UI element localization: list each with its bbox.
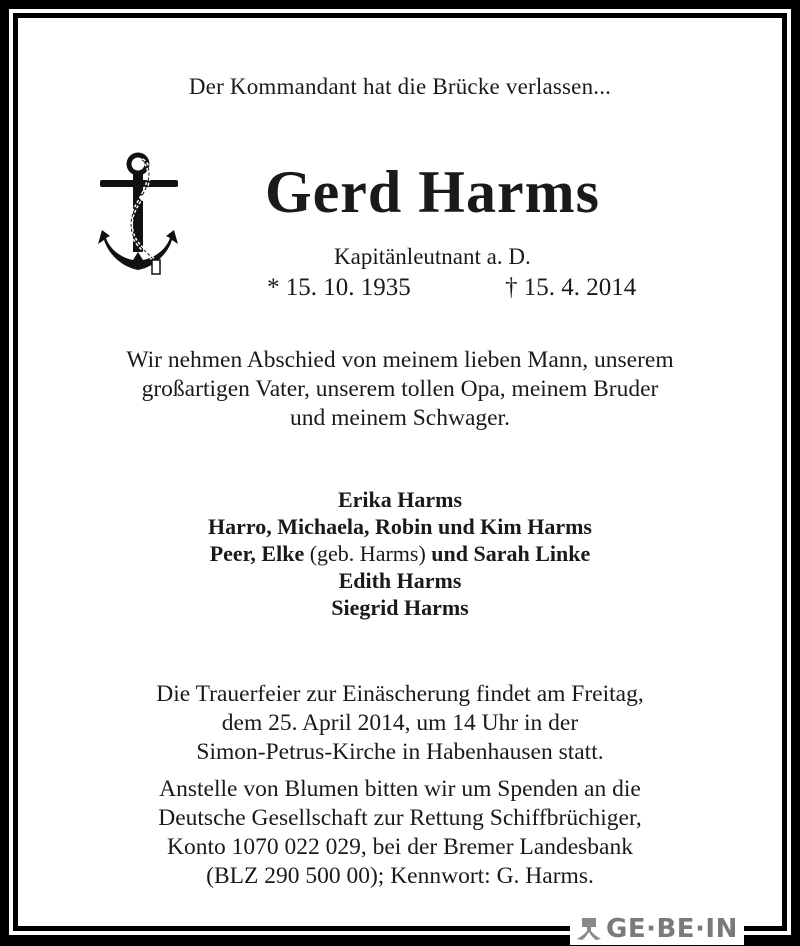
life-dates [267, 274, 636, 302]
mourner-name: Peer, Elke [209, 541, 305, 566]
death-date: † 15. 4. 2014 [505, 274, 637, 301]
ceremony-paragraph [18, 680, 782, 767]
mourner: Harro, Michaela, Robin und Kim Harms [208, 514, 592, 539]
ceremony-line: Simon-Petrus-Kirche in Habenhausen statt. [196, 739, 604, 765]
gebein-logo [570, 913, 744, 945]
farewell-line: großartigen Vater, unserem tollen Opa, meinem Bruder [141, 376, 659, 402]
mourner: Siegrid Harms [331, 595, 469, 620]
notice-body [18, 18, 782, 926]
gebein-logo-icon [576, 917, 602, 941]
rank-title: Kapitänleutnant a. D. [334, 244, 531, 269]
birth-date: * 15. 10. 1935 [267, 274, 411, 301]
farewell-line: und meinem Schwager. [290, 405, 510, 431]
mourner [18, 540, 782, 567]
mourner-name: und Sarah Linke [431, 541, 591, 566]
deceased-name: Gerd Harms [265, 159, 600, 225]
donation-line: Konto 1070 022 029, bei der Bremer Landesbank [167, 834, 633, 860]
intro-line: Der Kommandant hat die Brücke verlassen... [188, 74, 612, 99]
donation-line: Anstelle von Blumen bitten wir um Spenden an die [159, 776, 641, 802]
anchor-icon [96, 152, 186, 276]
farewell-line: Wir nehmen Abschied von meinem lieben Mann, unserem [126, 347, 674, 373]
donation-line: (BLZ 290 500 00); Kennwort: G. Harms. [206, 863, 594, 889]
ceremony-line: Die Trauerfeier zur Einäscherung findet am Freitag, [156, 681, 644, 707]
donation-paragraph [18, 775, 782, 891]
gebein-logo-text: GE·BE·IN [606, 914, 738, 944]
donation-line: Deutsche Gesellschaft zur Rettung Schiffbrüchiger, [158, 805, 642, 831]
maiden-name-note: (geb. Harms) [304, 541, 432, 566]
mourners-list [18, 486, 782, 621]
farewell-paragraph [18, 346, 782, 433]
ceremony-line: dem 25. April 2014, um 14 Uhr in der [221, 710, 579, 736]
mourner: Edith Harms [338, 568, 462, 593]
mourner: Erika Harms [337, 487, 463, 512]
